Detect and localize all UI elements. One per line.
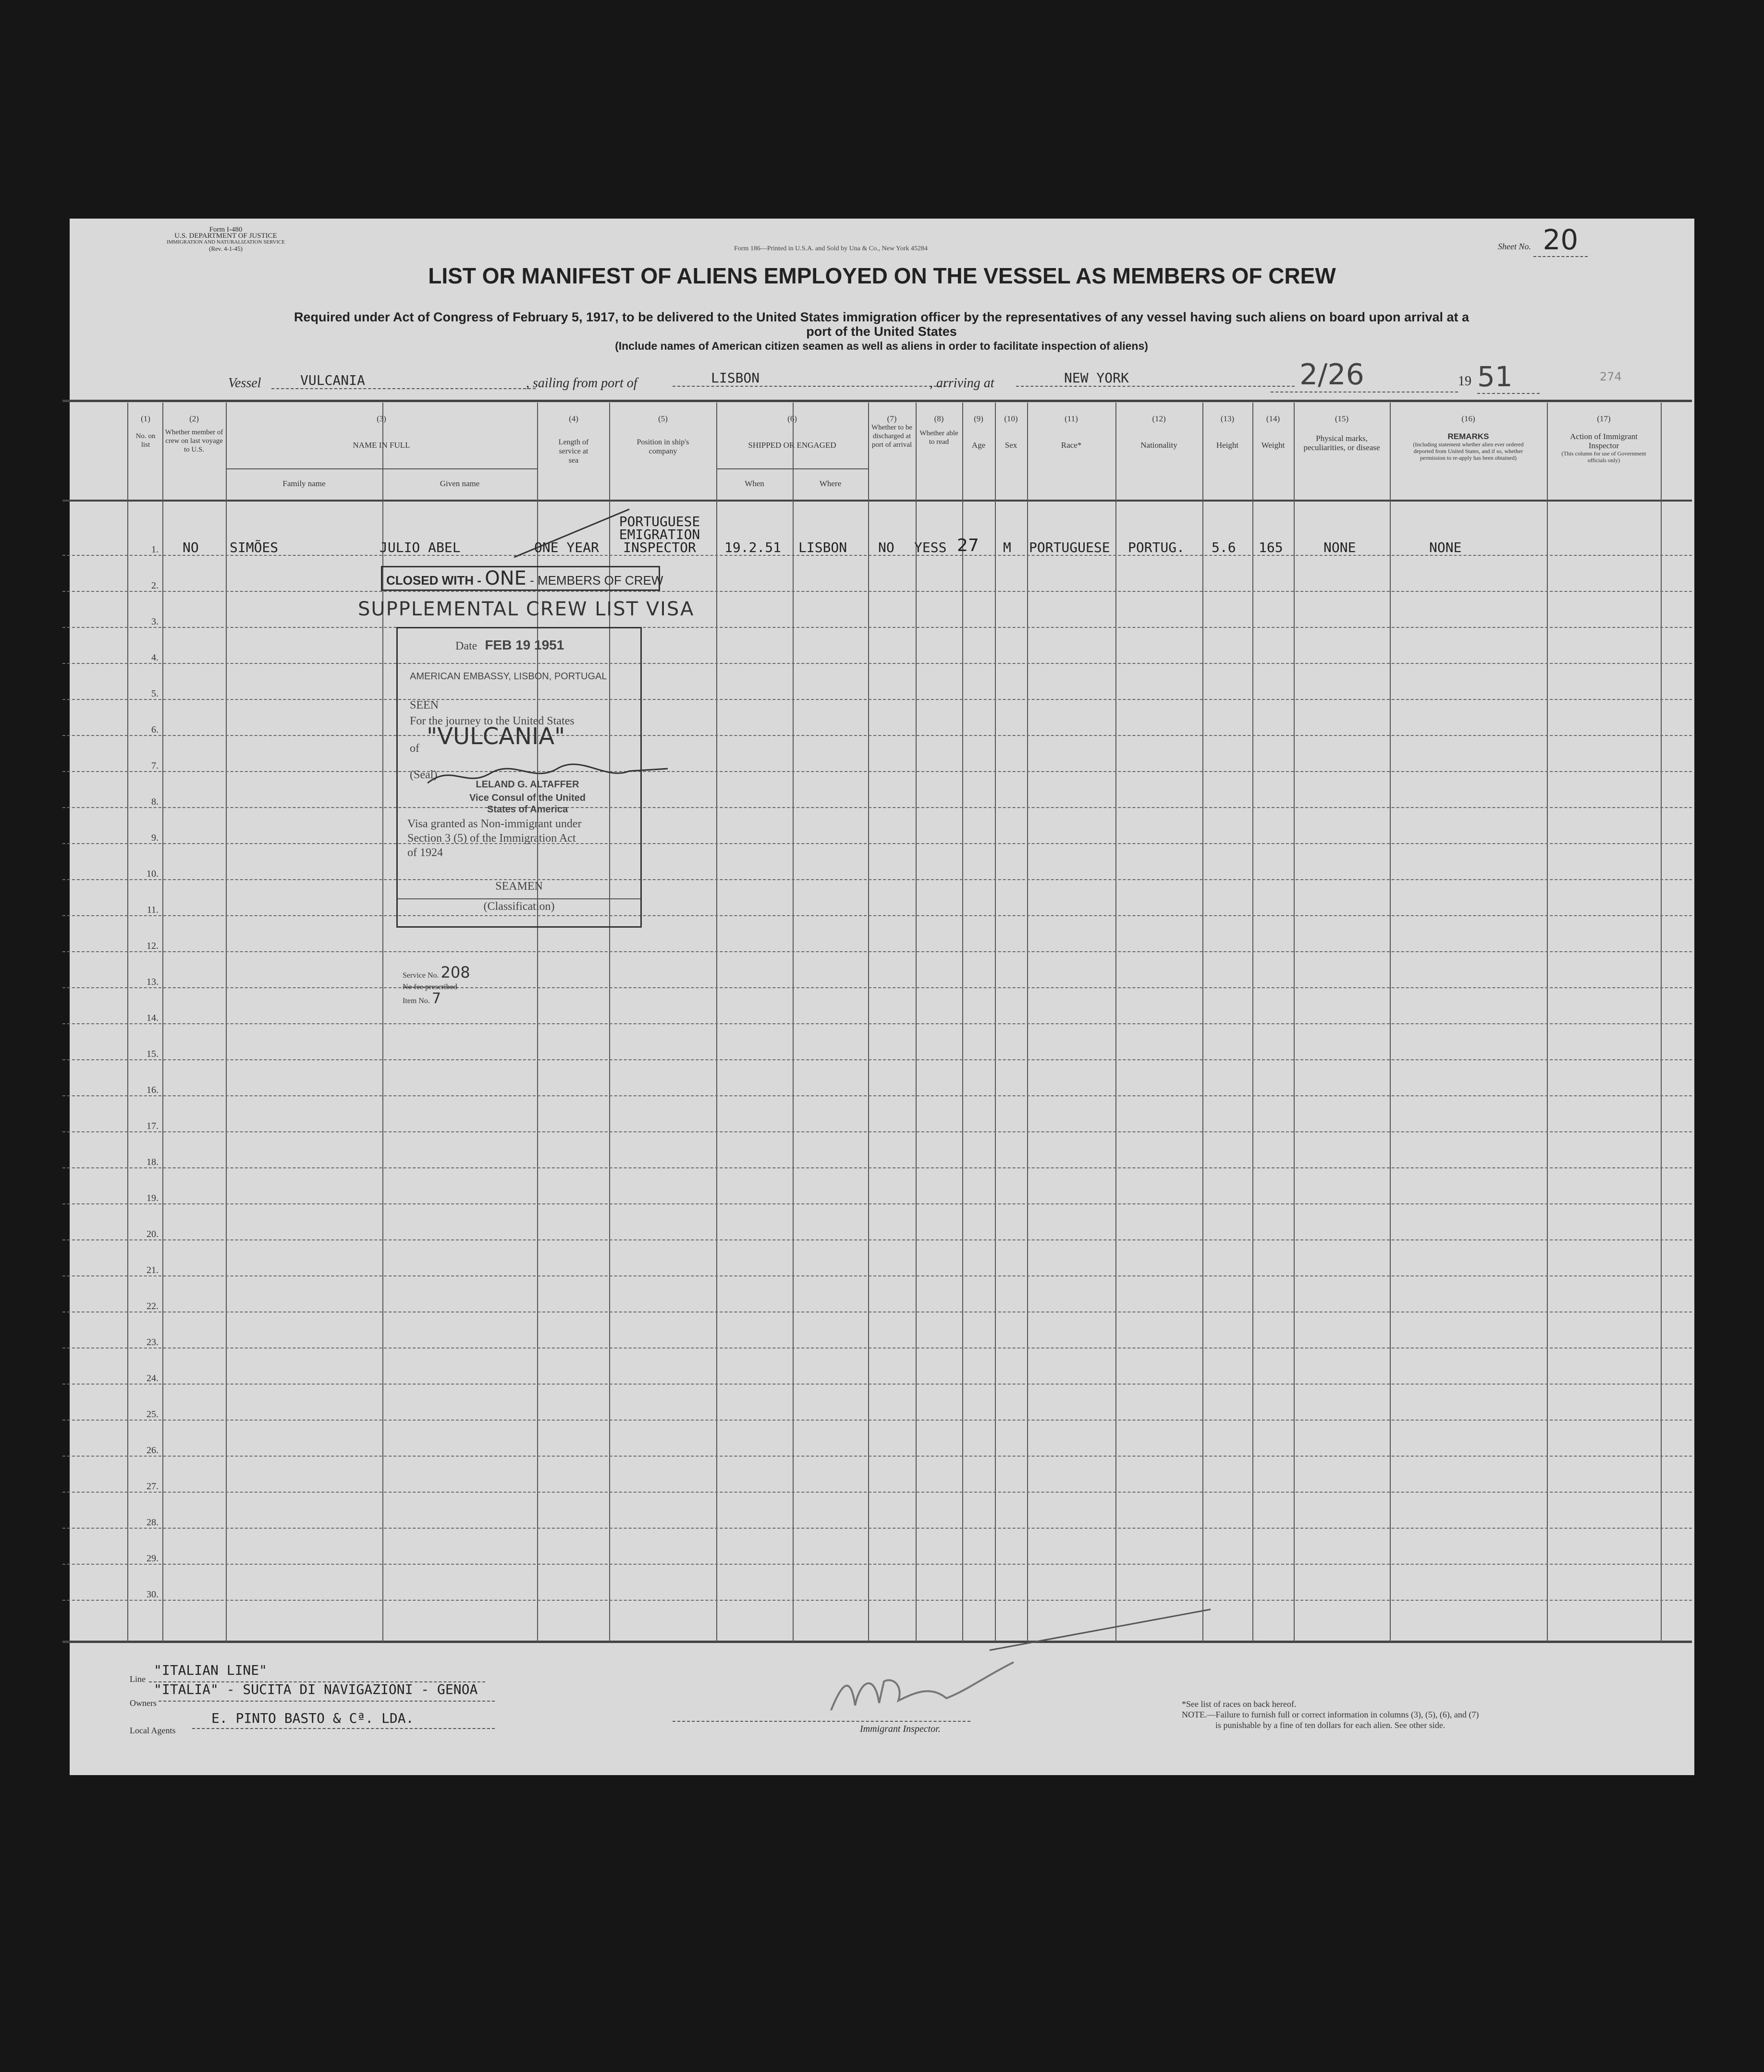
inspector-signature	[821, 1653, 1023, 1725]
pen-stroke	[985, 1607, 1215, 1655]
subtitle	[144, 310, 1619, 353]
table-row	[62, 1203, 1692, 1204]
visa-consul-name: LELAND G. ALTAFFER	[476, 779, 579, 790]
col-11-num: (11)	[1065, 414, 1078, 423]
department: U.S. DEPARTMENT OF JUSTICE	[174, 232, 277, 240]
entry-family-name: SIMÕES	[230, 539, 279, 555]
entry-length-of-service: ONE YEAR	[534, 539, 599, 555]
col-14-label: Weight	[1261, 441, 1285, 450]
footer-owners-rule	[159, 1701, 495, 1702]
visa-date: FEB 19 1951	[485, 638, 564, 652]
visa-granted-2: Section 3 (5) of the Immigration Act	[407, 832, 576, 845]
row-number: 5.	[151, 688, 159, 699]
table-row	[62, 1239, 1692, 1240]
entry-physical-marks: NONE	[1323, 539, 1356, 555]
visa-granted-3: of 1924	[407, 846, 443, 859]
col-8-label: Whether able to read	[919, 429, 958, 446]
footer-owners-label: Owners	[130, 1698, 157, 1708]
table-row	[62, 1528, 1692, 1529]
col-17-num: (17)	[1597, 414, 1611, 423]
table-bottom-border	[62, 1641, 1692, 1643]
col-6-header	[716, 414, 868, 450]
entry-sex: M	[1003, 539, 1011, 555]
sheet-number-block	[1498, 223, 1588, 256]
col-7-label: Whether to be discharged at port of arrival	[871, 424, 912, 449]
supplemental-crew-list-note: SUPPLEMENTAL CREW LIST VISA	[358, 598, 695, 620]
col-10-label: Sex	[1004, 441, 1017, 450]
footer-note-penalty: NOTE.—Failure to furnish full or correct information in columns (3), (5), (6), and (7)	[1182, 1710, 1479, 1719]
entry-given-name: JULIO ABEL	[380, 539, 461, 555]
col-9-label: Age	[971, 441, 986, 450]
table-row	[62, 1167, 1692, 1168]
action-note: (This column for use of Government officials only)	[1561, 450, 1646, 464]
col-5-header	[611, 414, 715, 456]
visa-date-row	[455, 638, 564, 653]
when-subheader: When	[745, 479, 764, 488]
table-row	[62, 915, 1692, 916]
col-5-num: (5)	[658, 414, 668, 423]
table-row	[62, 735, 1692, 736]
closed-stamp-text-2: - MEMBERS OF CREW	[530, 573, 663, 588]
entry-able-to-read: YESS	[914, 539, 947, 555]
table-row	[62, 1131, 1692, 1132]
entry-position-line-1: PORTUGUESE	[619, 514, 700, 529]
row-number: 11.	[147, 905, 159, 915]
table-top-border	[62, 400, 1692, 402]
family-name-subheader: Family name	[282, 479, 326, 488]
col-7-header	[869, 414, 915, 449]
footer-agents-value: E. PINTO BASTO & Cª. LDA.	[211, 1710, 414, 1726]
year-suffix: 51	[1477, 360, 1540, 394]
col-16-header	[1390, 414, 1547, 461]
name-subheader-rule	[226, 468, 537, 469]
header-bottom-border	[62, 500, 1692, 502]
visa-consul-title-1: Vice Consul of the United	[469, 793, 586, 803]
visa-classification: SEAMEN	[495, 880, 543, 893]
col-4-label: Length of service at sea	[558, 438, 589, 465]
col-2-num: (2)	[189, 414, 199, 423]
inspector-label: Immigrant Inspector.	[860, 1724, 941, 1734]
footer-owners-value: "ITALIA" - SUCITA DI NAVIGAZIONI - GENOA	[154, 1681, 478, 1697]
destination-name: NEW YORK	[1016, 370, 1295, 387]
col-5-label: Position in ship's company	[637, 438, 689, 455]
row-number: 21.	[147, 1265, 159, 1275]
inspector-rule	[673, 1721, 970, 1722]
sheet-label: Sheet No.	[1498, 242, 1531, 251]
table-row	[62, 1492, 1692, 1493]
row-number: 15.	[147, 1049, 159, 1059]
col-6-num: (6)	[787, 414, 797, 423]
entry-height: 5.6	[1212, 539, 1236, 555]
item-row	[403, 990, 470, 1007]
row-number: 1.	[151, 544, 159, 555]
entry-position-line-3: INSPECTOR	[623, 539, 696, 555]
row-number: 24.	[147, 1373, 159, 1384]
col-16-num: (16)	[1461, 414, 1475, 423]
voyage-line	[228, 358, 1645, 394]
row-number: 27.	[147, 1481, 159, 1492]
row-number: 12.	[147, 941, 159, 951]
row-number: 28.	[147, 1517, 159, 1528]
entry-shipped-when: 19.2.51	[724, 539, 782, 555]
col-1-header	[131, 414, 160, 449]
table-row	[62, 843, 1692, 844]
row-number: 2.	[151, 580, 159, 591]
footer-note-penalty-2: is punishable by a fine of ten dollars for each alien. See other side.	[1215, 1720, 1446, 1730]
table-row	[62, 663, 1692, 664]
arrival-date: 2/26	[1271, 358, 1458, 392]
row-number: 23.	[147, 1337, 159, 1348]
table-row	[62, 627, 1692, 628]
entry-race: PORTUGUESE	[1029, 539, 1110, 555]
col-8-header	[916, 414, 962, 446]
pen-check-mark	[504, 504, 649, 562]
row-number: 17.	[147, 1121, 159, 1131]
col-4-num: (4)	[569, 414, 578, 423]
col-13-header	[1202, 414, 1252, 450]
service-stamp	[403, 963, 470, 1007]
col-9-num: (9)	[974, 414, 983, 423]
table-row	[62, 699, 1692, 700]
col-17-header	[1547, 414, 1661, 464]
col-6-label: SHIPPED OR ENGAGED	[748, 441, 836, 450]
row-number: 14.	[147, 1013, 159, 1023]
shipped-subheader-rule	[716, 468, 868, 469]
table-row	[62, 1023, 1692, 1024]
col-9-header	[962, 414, 995, 450]
col-11-header	[1027, 414, 1115, 450]
table-row	[62, 591, 1692, 592]
entry-remarks: NONE	[1429, 539, 1462, 555]
col-15-label: Physical marks, peculiarities, or disease	[1303, 434, 1380, 452]
form-info	[144, 227, 307, 252]
row-number: 8.	[151, 797, 159, 807]
visa-seal: (Seal)	[410, 769, 438, 781]
where-subheader: Where	[819, 479, 842, 488]
service-row	[403, 963, 470, 981]
row-number: 18.	[147, 1157, 159, 1167]
footer-notes	[1182, 1699, 1479, 1730]
service-number: 208	[441, 963, 470, 981]
visa-consul-title-2: States of America	[487, 804, 568, 815]
vessel-name: VULCANIA	[271, 372, 536, 389]
form-number: Form I-480	[209, 226, 243, 233]
col-8-num: (8)	[934, 414, 944, 423]
subtitle-line-2: port of the United States	[806, 324, 957, 339]
sailing-label: , sailing from port of	[526, 376, 637, 391]
row-number: 13.	[147, 977, 159, 987]
col-13-label: Height	[1216, 441, 1239, 450]
visa-ship-name: "VULCANIA"	[427, 723, 565, 750]
col-11-label: Race*	[1061, 441, 1082, 450]
table-row	[62, 1059, 1692, 1060]
item-number: 7	[431, 990, 441, 1007]
consul-signature	[423, 754, 673, 797]
footer-note-races: *See list of races on back hereof.	[1182, 1699, 1297, 1709]
row-number: 6.	[151, 724, 159, 735]
printer-note: Form 186—Printed in U.S.A. and Sold by Una & Co., New York 45284	[734, 245, 928, 252]
row-number: 20.	[147, 1229, 159, 1239]
row-number: 25.	[147, 1409, 159, 1420]
visa-embassy: AMERICAN EMBASSY, LISBON, PORTUGAL	[410, 671, 607, 682]
table-row	[62, 771, 1692, 772]
table-row	[62, 1564, 1692, 1565]
row-number: 3.	[151, 616, 159, 627]
vessel-label: Vessel	[228, 376, 261, 391]
subtitle-note: (Include names of American citizen seamen as well as aliens in order to facilitate inspection of aliens)	[615, 340, 1148, 352]
col-14-num: (14)	[1266, 414, 1280, 423]
table-row	[62, 987, 1692, 988]
table-row	[62, 807, 1692, 808]
table-row	[62, 951, 1692, 952]
col-13-num: (13)	[1220, 414, 1235, 423]
item-label: Item No.	[403, 997, 430, 1005]
col-10-header	[995, 414, 1027, 450]
table-row	[62, 1348, 1692, 1349]
col-1-num: (1)	[141, 414, 150, 423]
visa-granted-1: Visa granted as Non-immigrant under	[407, 818, 582, 830]
col-3-num: (3)	[377, 414, 386, 423]
col-17-label: Action of Immigrant Inspector	[1570, 432, 1638, 450]
closed-stamp-text-1: CLOSED WITH -	[386, 573, 481, 588]
row-number: 7.	[151, 760, 159, 771]
port-name: LISBON	[673, 370, 946, 387]
entry-nationality: PORTUG.	[1128, 539, 1185, 555]
col-2-label: Whether member of crew on last voyage to U.S.	[165, 429, 223, 454]
row-number: 30.	[147, 1589, 159, 1600]
col-3-label: NAME IN FULL	[353, 441, 410, 450]
row-number: 22.	[147, 1301, 159, 1312]
visa-of-label: of	[410, 742, 419, 755]
subtitle-line-1: Required under Act of Congress of February 5, 1917, to be delivered to the United States immigration officer by the representatives of any vessel having such aliens on board upon arrival at a	[294, 310, 1470, 324]
page-title: LIST OR MANIFEST OF ALIENS EMPLOYED ON THE VESSEL AS MEMBERS OF CREW	[428, 263, 1336, 288]
entry-last-voyage: NO	[183, 539, 199, 555]
col-2-header	[163, 414, 225, 454]
row-number: 10.	[147, 869, 159, 879]
table-row	[62, 1600, 1692, 1601]
entry-position-line-2: EMIGRATION	[619, 527, 700, 542]
table-row	[62, 1384, 1692, 1385]
table-row	[62, 1095, 1692, 1096]
closed-stamp-count: ONE	[485, 567, 527, 589]
row-number: 26.	[147, 1445, 159, 1456]
year-prefix: 19	[1458, 374, 1471, 389]
visa-seen: SEEN	[410, 699, 439, 711]
col-12-num: (12)	[1152, 414, 1166, 423]
table-row	[62, 1275, 1692, 1276]
row-number: 29.	[147, 1553, 159, 1564]
col-14-header	[1252, 414, 1294, 450]
visa-date-label: Date	[455, 640, 478, 652]
table-row	[62, 1420, 1692, 1421]
table-row	[62, 1456, 1692, 1457]
col-12-label: Nationality	[1140, 441, 1177, 450]
col-12-header	[1115, 414, 1202, 450]
row-number: 9.	[151, 833, 159, 843]
footer-agents-label: Local Agents	[130, 1726, 176, 1735]
footer-line-label: Line	[130, 1674, 146, 1684]
row-number: 16.	[147, 1085, 159, 1095]
entry-age: 27	[957, 536, 979, 555]
footer-line-value: "ITALIAN LINE"	[154, 1662, 268, 1678]
row-number: 4.	[151, 652, 159, 663]
col-10-num: (10)	[1004, 414, 1018, 423]
col-16-label: REMARKS	[1447, 432, 1489, 441]
col-1-label: No. on list	[135, 432, 156, 449]
col-15-num: (15)	[1335, 414, 1349, 423]
col-3-header	[226, 414, 537, 450]
service: IMMIGRATION AND NATURALIZATION SERVICE	[166, 239, 285, 245]
closed-stamp	[381, 566, 663, 591]
given-name-subheader: Given name	[440, 479, 480, 488]
col-7-num: (7)	[887, 414, 897, 423]
entry-weight: 165	[1259, 539, 1283, 555]
sheet-number: 20	[1533, 223, 1588, 257]
revision: (Rev. 4-1-45)	[209, 245, 243, 252]
footer-agents-rule	[192, 1728, 495, 1729]
table-row	[62, 879, 1692, 880]
service-label: Service No.	[403, 971, 439, 980]
remarks-note: (Including statement whether alien ever ordered deported from United States, and if so, whether permission to re-apply has been obtained)	[1413, 441, 1524, 461]
entry-discharged: NO	[878, 539, 894, 555]
col-15-header	[1294, 414, 1390, 452]
row-number: 19.	[147, 1193, 159, 1203]
corner-number: 274	[1600, 370, 1622, 383]
fee-label: No fee prescribed	[403, 983, 457, 991]
col-4-header	[539, 414, 608, 465]
entry-shipped-where: LISBON	[798, 539, 847, 555]
visa-journey: For the journey to the United States	[410, 715, 575, 727]
arriving-label: , arriving at	[930, 376, 994, 391]
visa-classification-label: (Classification)	[398, 898, 640, 914]
